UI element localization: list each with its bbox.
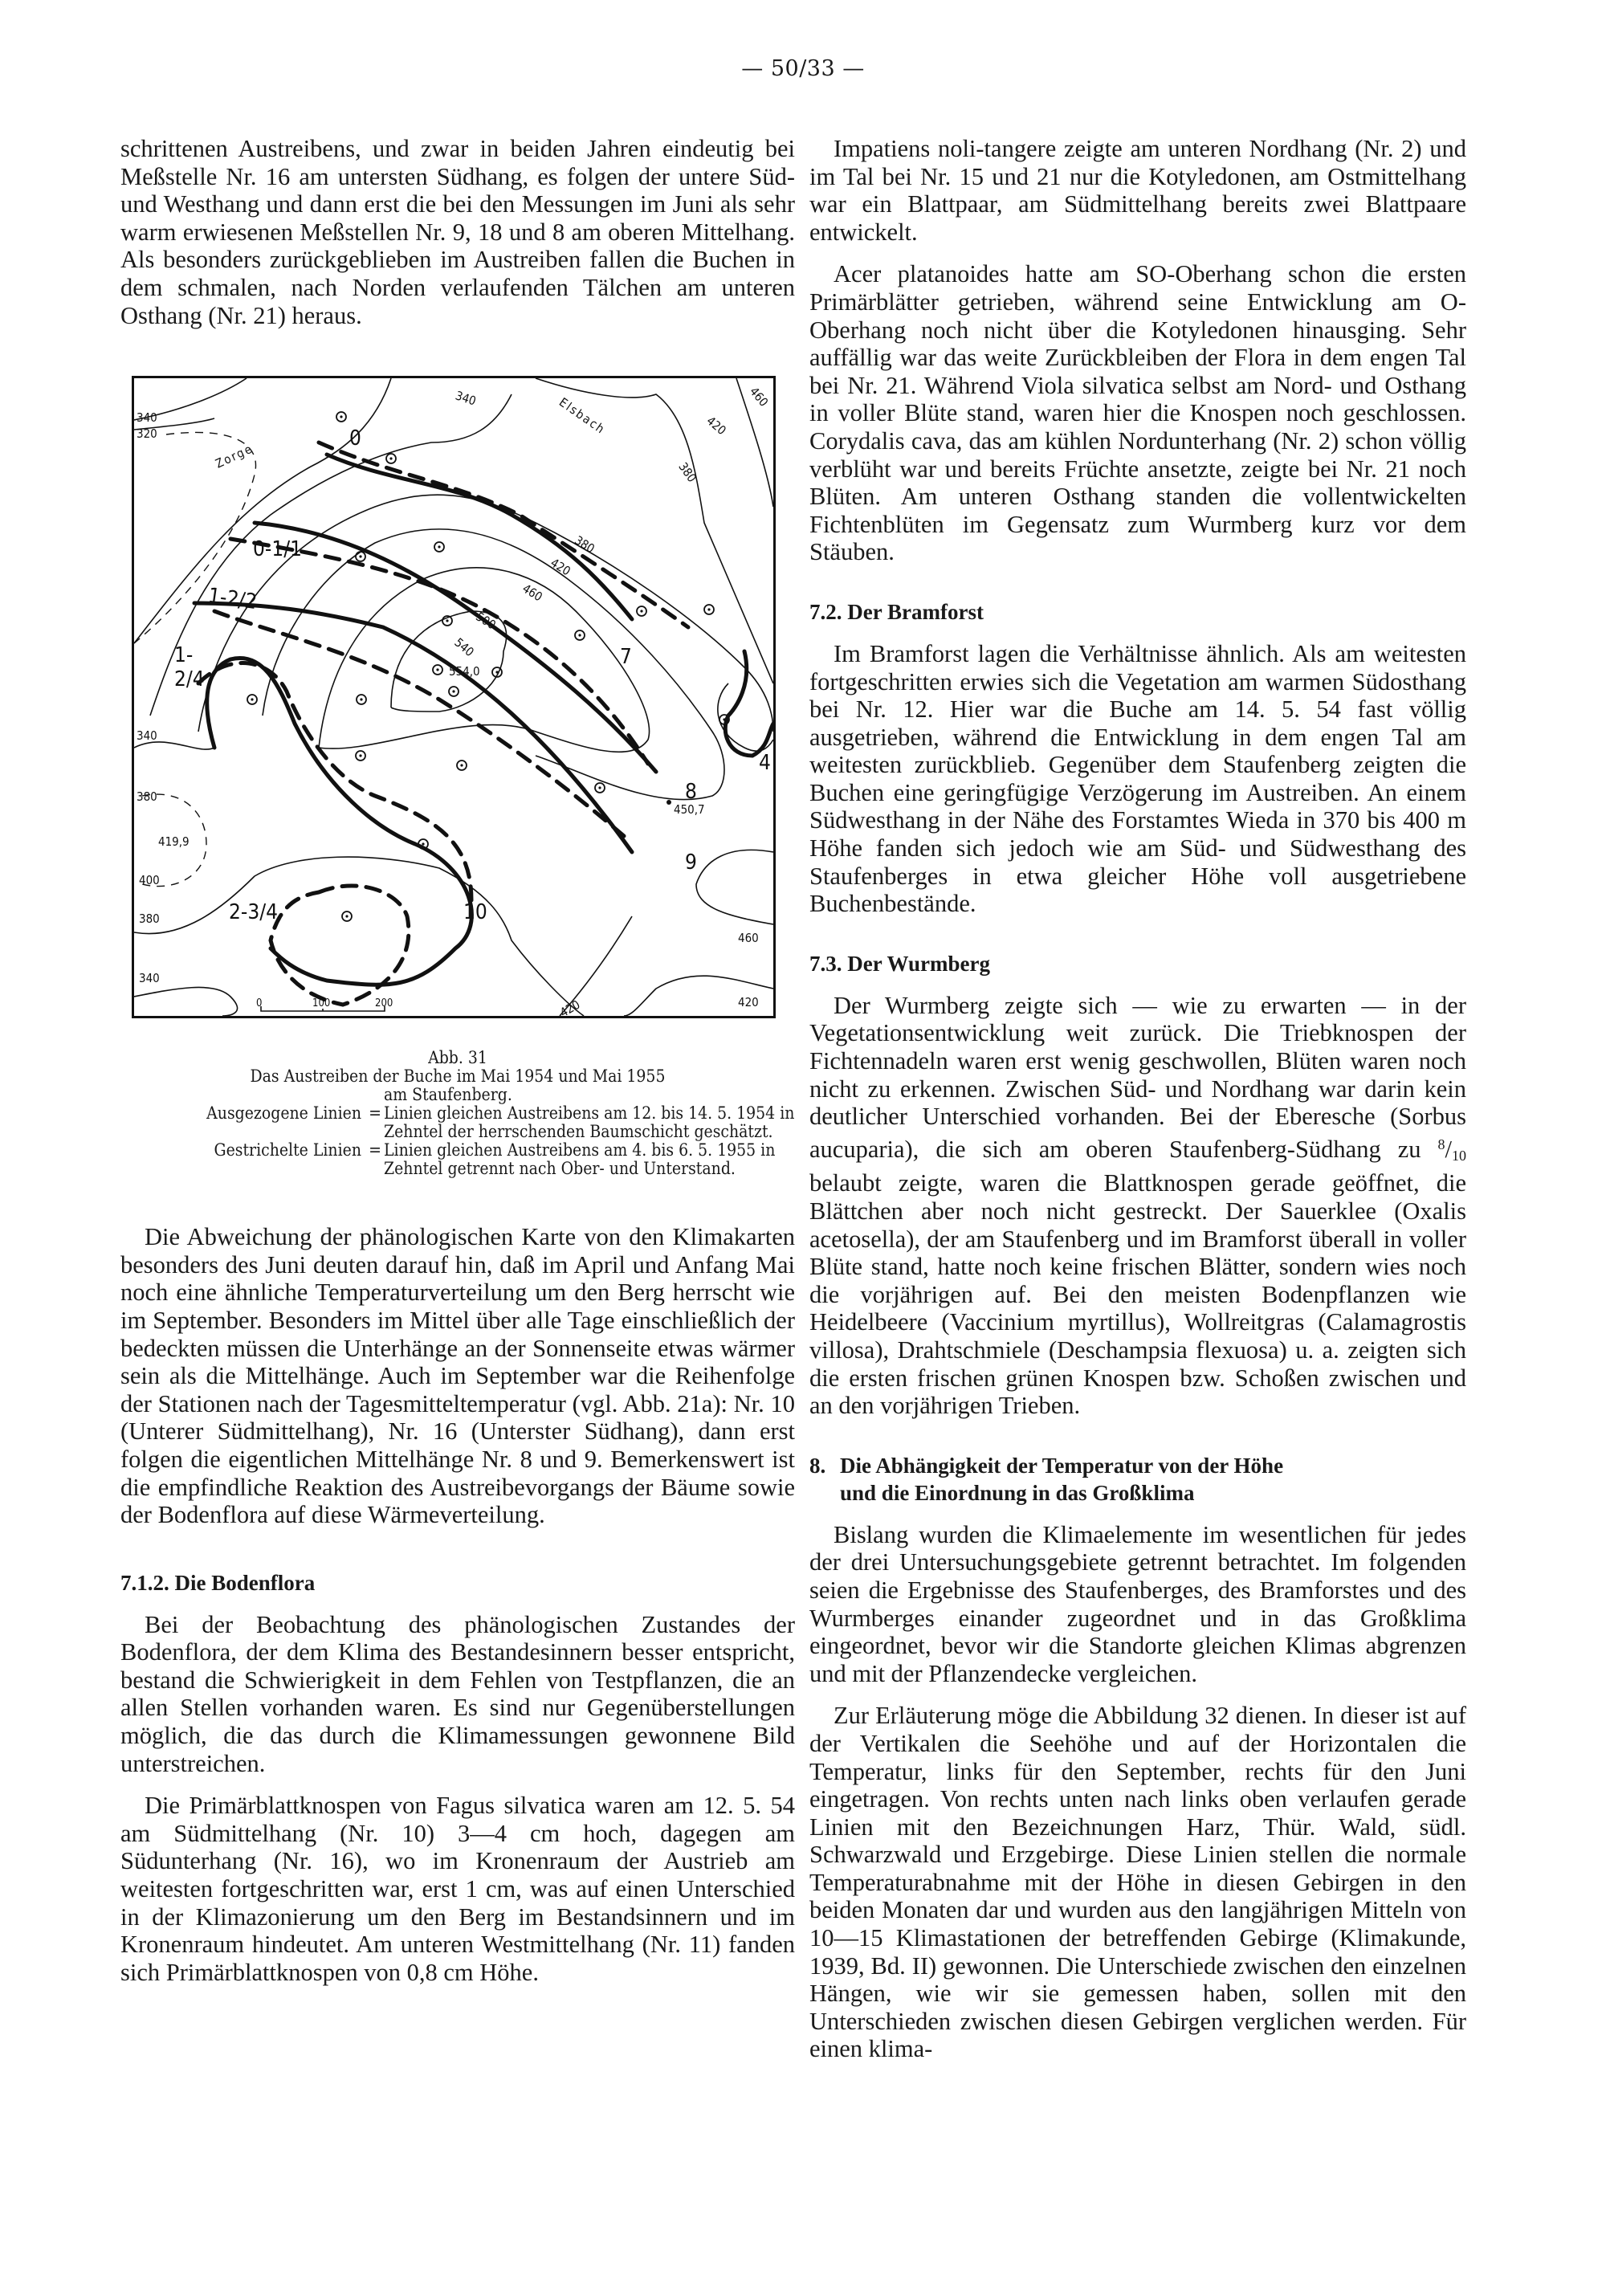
- section-heading-7-3: [809, 950, 1466, 977]
- figure-caption: [120, 1049, 795, 1178]
- figure-title-cont: am Staufenberg.: [384, 1085, 512, 1105]
- legend-row-solid: [120, 1104, 795, 1141]
- scale-label: 0: [256, 997, 263, 1010]
- section-number: 8.: [809, 1453, 826, 1478]
- spot-height: 419,9: [158, 834, 190, 850]
- isoline-label: 9: [685, 850, 697, 875]
- contour-label: 420: [548, 555, 573, 579]
- contour-label: 420: [557, 997, 583, 1021]
- paragraph: Bislang wurden die Klimaelemente im wesentlichen für jedes der drei Untersuchungsgebiete getrennt betrachtet. Im folgenden seien die Ergebnisse des Staufenberges, des Bramforstes und des Wurmberges einander zugeordnet und in das Großklima eingeordnet, bevor wir die Standorte gleichen Klimas abgrenzen und mit der Pflanzendecke vergleichen.: [809, 1520, 1466, 1687]
- text-run: Der Wurmberg zeigte sich — wie zu erwarten — in der Vegetationsentwicklung weit zurück. Die Triebknospen der Fichtennadeln waren erst wenig geschwollen, Blüten waren noch nicht zu erkennen. Zwischen Süd- und Nordhang war darin kein deutlicher Unterschied vorhanden. Bei der Eberesche (Sorbus aucuparia), die sich am oberen Staufenberg-Südhang zu: [809, 991, 1466, 1163]
- legend-key: Gestrichelte Linien: [214, 1140, 361, 1160]
- contour-label: 540: [451, 635, 477, 660]
- contour-label: 380: [675, 459, 699, 485]
- stream-label-zorge: Zorge: [213, 441, 256, 471]
- paragraph: Zur Erläuterung möge die Abbildung 32 dienen. In dieser ist auf der Vertikalen die Seehöhe und auf der Horizontalen die Temperatur, links für den September, rechts für den Juni eingetragen. Von rechts unten nach links oben verlaufen gerade Linien mit den Bezeichnungen Harz, Thür. Wald, südl. Schwarzwald und Erzgebirge. Diese Linien stellen die normale Temperaturabnahme mit der Höhe in diesen Gebirgen in den beiden Monaten dar und wurden aus den langjährigen Mitteln von 10—15 Klimastationen der betreffenden Gebirge (Klimakunde, 1939, Bd. II) gewonnen. Die Unterschiede zwischen den einzelnen Hängen, wie wir sie gemessen haben, sollen mit den Unterschieden zwischen diesen Gebirgen verglichen werden. Für einen klima-: [809, 1702, 1466, 2063]
- paragraph: Impatiens noli-tangere zeigte am unteren Nordhang (Nr. 2) und im Tal bei Nr. 15 und 21 nur die Kotyledonen, am Ostmittelhang war ein Blattpaar, am Südmittelhang bereits zwei Blattpaare entwickelt.: [809, 135, 1466, 246]
- paragraph: Acer platanoides hatte am SO-Oberhang schon die ersten Primärblätter getrieben, während seine Entwicklung am O-Oberhang noch nicht über die Kotyledonen hinausging. Sehr auffällig war das weite Zurückbleiben der Flora in dem engen Tal bei Nr. 21. Während Viola silvatica selbst am Nord- und Osthang in voller Blüte stand, waren hier die Knospen noch geschlossen. Corydalis cava, das am kühlen Nordunterhang (Nr. 2) schon völlig verblüht war und bereits Früchte ansetzte, zeigte bei Nr. 21 noch Blüten. Am unteren Osthang standen die vollentwickelten Fichtenblüten im Gegensatz zum Wurmberg kurz vor dem Stäuben.: [809, 260, 1466, 566]
- isoline-label: 2-3/4: [229, 900, 278, 925]
- fraction-numerator: 8: [1437, 1136, 1445, 1152]
- paragraph: Der Wurmberg zeigte sich — wie zu erwarten — in der Vegetationsentwicklung weit zurück. Die Triebknospen der Fichtennadeln waren erst wenig geschwollen, Blüten waren noch nicht zu erkennen. Zwischen Süd- und Nordhang war darin kein deutlicher Unterschied vorhanden. Bei der Eberesche (Sorbus aucuparia), die sich am oberen Staufenberg-Südhang zu $^8/_{10}$ belaubt zeigte, waren die Blattknospen gerade geöffnet, die Blättchen aber noch nicht gestreckt. Der Sauerklee (Oxalis acetosella), der am Staufenberg und im Bramforst überall in voller Blüte stand, hatte noch keine frischen Blätter, sondern wies noch die vorjährigen auf. Bei den meisten Bodenpflanzen wie Heidelbeere (Vaccinium myrtillus), Wollreitgras (Calamagrostis villosa), Drahtschmiele (Deschampsia flexuosa) u. a. zeigten sich die ersten frischen grünen Knospen bzw. Schoßen zwischen und an den vorjährigen Trieben.: [809, 991, 1466, 1420]
- legend-eq: =: [369, 1103, 381, 1124]
- section-number: 7.3.: [809, 951, 842, 976]
- section-title: Die Bodenflora: [174, 1570, 316, 1595]
- paragraph: Bei der Beobachtung des phänologischen Zustandes der Bodenflora, der dem Klima des Bestandesinnern besser entspricht, bestand die Schwierigkeit in dem Fehlen von Testpflanzen, die an allen Stellen vorhanden waren. Es sind nur Gegenüberstellungen möglich, die das durch die Klimamessungen gewonnene Bild unterstreichen.: [120, 1610, 795, 1777]
- paragraph: schrittenen Austreibens, und zwar in beiden Jahren eindeutig bei Meßstelle Nr. 16 am untersten Südhang, es folgen der untere Süd- und Westhang und dann erst die bei den Messungen im Juni als sehr warm erwiesenen Meßstellen Nr. 9, 18 und 8 am oberen Mittelhang. Als besonders zurückgeblieben im Austreiben fallen die Buchen in dem schmalen, nach Norden verlaufenden Tälchen am unteren Osthang (Nr. 21) heraus.: [120, 135, 795, 329]
- scale-label: 200: [375, 997, 393, 1010]
- contour-label: 460: [738, 931, 759, 946]
- paragraph: Die Primärblattknospen von Fagus silvatica waren am 12. 5. 54 am Südmittelhang (Nr. 10) 3—4 cm hoch, dagegen am Südunterhang (Nr. 16), wo im Kronenraum der Austrieb am weitesten fortgeschritten war, erst 1 cm, was auf einen Unterschied in der Klimazonierung um den Berg im Bestandsinnern und im Kronenraum hindeutet. Am unteren Westmittelhang (Nr. 11) fanden sich Primärblattknospen von 0,8 cm Höhe.: [120, 1792, 795, 1986]
- contour-label: 340: [453, 388, 479, 409]
- legend-key: Ausgezogene Linien: [206, 1103, 361, 1124]
- isoline-label: 10: [463, 900, 487, 925]
- isoline-label: 1-2/4: [174, 643, 205, 692]
- contour-label: 340: [139, 971, 160, 986]
- contour-label: 420: [738, 995, 759, 1010]
- fraction-denominator: 10: [1452, 1147, 1466, 1164]
- section-number: 7.1.2.: [120, 1570, 169, 1595]
- isoline-label: 0: [349, 426, 361, 451]
- left-column: [120, 135, 795, 1986]
- legend-row-dashed: [120, 1141, 795, 1178]
- section-heading-7-1-2: [120, 1569, 795, 1597]
- section-number: 7.2.: [809, 599, 842, 624]
- contour-label: 380: [572, 532, 597, 557]
- section-title: Die Abhängigkeit der Temperatur von der Höhe: [840, 1453, 1284, 1478]
- right-column: [809, 135, 1466, 2063]
- page-number: — 50/33 —: [741, 56, 865, 81]
- stream-label-elsbach: Elsbach: [556, 394, 609, 438]
- legend-value: Linien gleichen Austreibens am 4. bis 6. 5. 1955 in Zehntel getrennt nach Ober- und Unterstand.: [384, 1140, 776, 1179]
- section-title: Der Bramforst: [847, 599, 984, 624]
- section-heading-7-2: [809, 598, 1466, 626]
- isoline-label: 8: [685, 780, 697, 805]
- contour-label: 460: [520, 581, 545, 605]
- contour-label: 320: [137, 426, 157, 442]
- spot-height: 450,7: [674, 802, 705, 818]
- contour-label: 400: [139, 873, 160, 888]
- contour-label: 460: [746, 384, 772, 410]
- spot-height: 554,0: [449, 664, 480, 679]
- isoline-label: 0-1/1: [253, 537, 302, 562]
- contour-label: 340: [137, 728, 157, 744]
- isoline-label: 1-2/2: [206, 584, 259, 615]
- contour-label: 500: [473, 609, 499, 633]
- figure-label: Abb. 31: [428, 1048, 487, 1068]
- section-title-cont: und die Einordnung in das Großklima: [840, 1480, 1195, 1505]
- paragraph: Im Bramforst lagen die Verhältnisse ähnlich. Als am weitesten fortgeschritten erwies sich die Vegetation am warmen Südosthang bei Nr. 12. Hier war die Buche am 14. 5. 54 fast völlig ausgetrieben, während die Entwicklung in dem engen Tal am weitesten zurückblieb. Gegenüber dem Staufenberg zeigten die Buchen eine geringfügige Verzögerung im Austreiben. An einem Südwesthang in der Nähe des Forstamtes Wieda in 370 bis 400 m Höhe fanden sich jedoch wie am Süd- und Südwesthang des Staufenberges in etwa gleicher Höhe voll ausgetriebene Buchenbestände.: [809, 639, 1466, 918]
- figure-map-abb31: [132, 376, 776, 1021]
- isoline-label: 7: [620, 645, 632, 670]
- contour-label: 420: [703, 414, 729, 438]
- paragraph: Die Abweichung der phänologischen Karte von den Klimakarten besonders des Juni deuten darauf hin, daß im April und Anfang Mai noch eine ähnliche Temperaturverteilung um den Berg herrscht wie im September. Besonders im Mittel über alle Tage einschließlich der bedeckten müssen die Unterhänge an der Sonnenseite etwas wärmer sein als die Mittelhänge. Auch im September war die Reihenfolge der Stationen nach der Tagesmitteltemperatur (vgl. Abb. 21a): Nr. 10 (Unterer Südmittelhang), Nr. 16 (Unterster Südhang), dann erst folgen die eigentlichen Mittelhänge Nr. 8 und 9. Bemerkenswert ist die empfindliche Reaktion des Austreibevorgangs der Bäume sowie der Bodenflora auf diese Wärmeverteilung.: [120, 1223, 795, 1529]
- figure-title: Das Austreiben der Buche im Mai 1954 und Mai 1955: [250, 1066, 666, 1087]
- legend-eq: =: [369, 1140, 381, 1160]
- text-run: belaubt zeigte, waren die Blattknospen gerade geöffnet, die Blättchen aber noch nicht gestreckt. Der Sauerklee (Oxalis acetosella), der am Staufenberg und im Bramforst überall in voller Blüte stand, hatte noch keine frischen Blätter, sondern wies noch die vorjährigen auf. Bei den meisten Bodenpflanzen wie Heidelbeere (Vaccinium myrtillus), Wollreitgras (Calamagrostis villosa), Drahtschmiele (Deschampsia flexuosa) u. a. zeigten sich die ersten frischen grünen Knospen bzw. Schoßen zwischen und an den vorjährigen Trieben.: [809, 1169, 1466, 1420]
- section-title: Der Wurmberg: [847, 951, 990, 976]
- legend-value: Linien gleichen Austreibens am 12. bis 14. 5. 1954 in Zehntel der herrschenden Baumschicht geschätzt.: [384, 1103, 795, 1142]
- contour-label: 340: [137, 410, 157, 426]
- section-heading-8: [809, 1452, 1466, 1507]
- contour-label: 380: [139, 911, 160, 927]
- contour-label: 380: [137, 789, 157, 805]
- scale-label: 100: [312, 997, 331, 1010]
- isoline-label: 4: [759, 751, 771, 776]
